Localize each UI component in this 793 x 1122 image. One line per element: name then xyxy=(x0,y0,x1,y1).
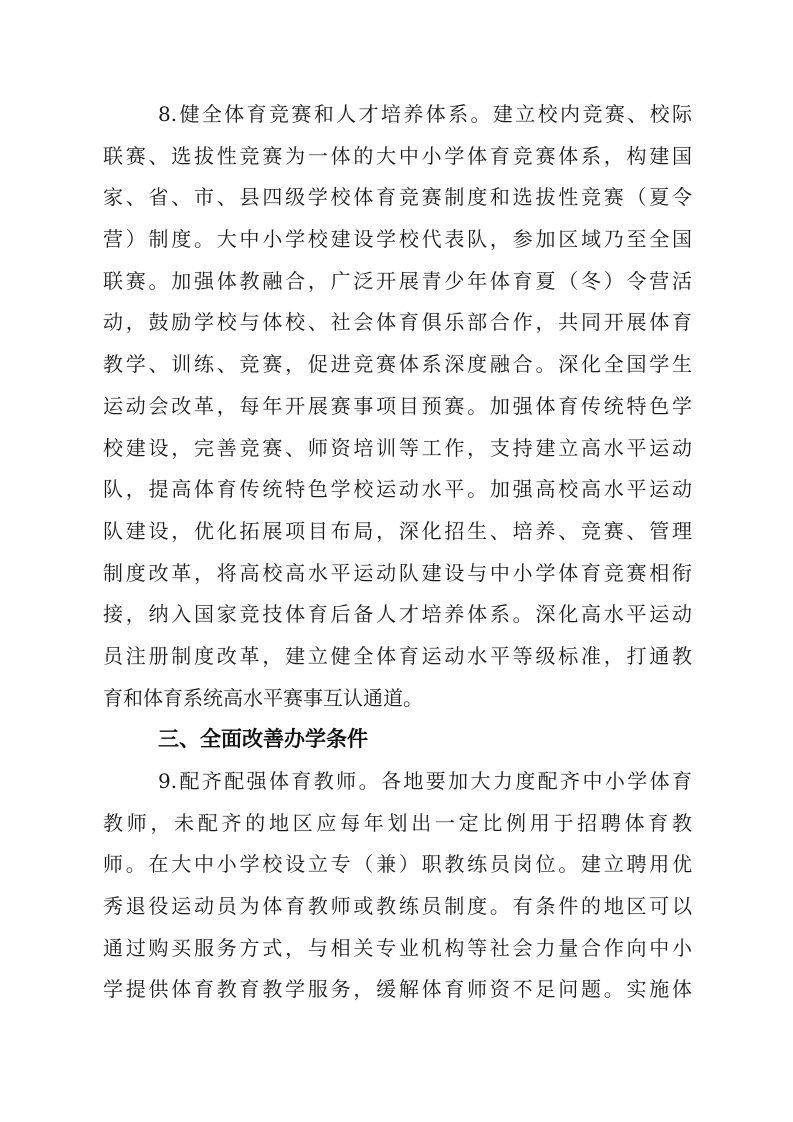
text-line: 队建设，优化拓展项目布局，深化招生、培养、竞赛、管理 xyxy=(103,518,692,543)
paragraph-item-9 xyxy=(103,761,692,1011)
text-line: 9.配齐配强体育教师。各地要加大力度配齐中小学体育 xyxy=(158,769,692,793)
text-line: 家、省、市、县四级学校体育竞赛制度和选拔性竞赛（夏令 xyxy=(103,185,692,210)
text-line: 秀退役运动员为体育教师或教练员制度。有条件的地区可以 xyxy=(103,894,692,919)
text-line: 8.健全体育竞赛和人才培养体系。建立校内竞赛、校际 xyxy=(158,102,692,126)
section-heading-line: 三、全面改善办学条件 xyxy=(158,727,368,752)
text-line: 通过购买服务方式，与相关专业机构等社会力量合作向中小 xyxy=(103,935,692,960)
section-3-heading xyxy=(103,719,692,761)
text-line: 校建设，完善竞赛、师资培训等工作，支持建立高水平运动 xyxy=(103,435,692,460)
text-line: 制度改革，将高校高水平运动队建设与中小学体育竞赛相衔 xyxy=(103,560,692,585)
paragraph-item-8 xyxy=(103,94,692,719)
text-line: 接，纳入国家竞技体育后备人才培养体系。深化高水平运动 xyxy=(103,602,692,627)
text-line: 运动会改革，每年开展赛事项目预赛。加强体育传统特色学 xyxy=(103,393,692,418)
text-line: 育和体育系统高水平赛事互认通道。 xyxy=(103,685,423,710)
text-line: 队，提高体育传统特色学校运动水平。加强高校高水平运动 xyxy=(103,477,692,502)
text-block xyxy=(103,94,692,1011)
text-line: 动，鼓励学校与体校、社会体育俱乐部合作，共同开展体育 xyxy=(103,310,692,335)
text-line: 教师，未配齐的地区应每年划出一定比例用于招聘体育教 xyxy=(103,810,692,835)
text-line: 教学、训练、竞赛，促进竞赛体系深度融合。深化全国学生 xyxy=(103,352,692,377)
text-line: 联赛、选拔性竞赛为一体的大中小学体育竞赛体系，构建国 xyxy=(103,143,692,168)
text-line: 师。在大中小学校设立专（兼）职教练员岗位。建立聘用优 xyxy=(103,852,692,877)
text-line: 学提供体育教育教学服务，缓解体育师资不足问题。实施体 xyxy=(103,977,692,1002)
text-line: 员注册制度改革，建立健全体育运动水平等级标准，打通教 xyxy=(103,643,692,668)
text-line: 联赛。加强体教融合，广泛开展青少年体育夏（冬）令营活 xyxy=(103,268,692,293)
text-line: 营）制度。大中小学校建设学校代表队，参加区域乃至全国 xyxy=(103,227,692,252)
